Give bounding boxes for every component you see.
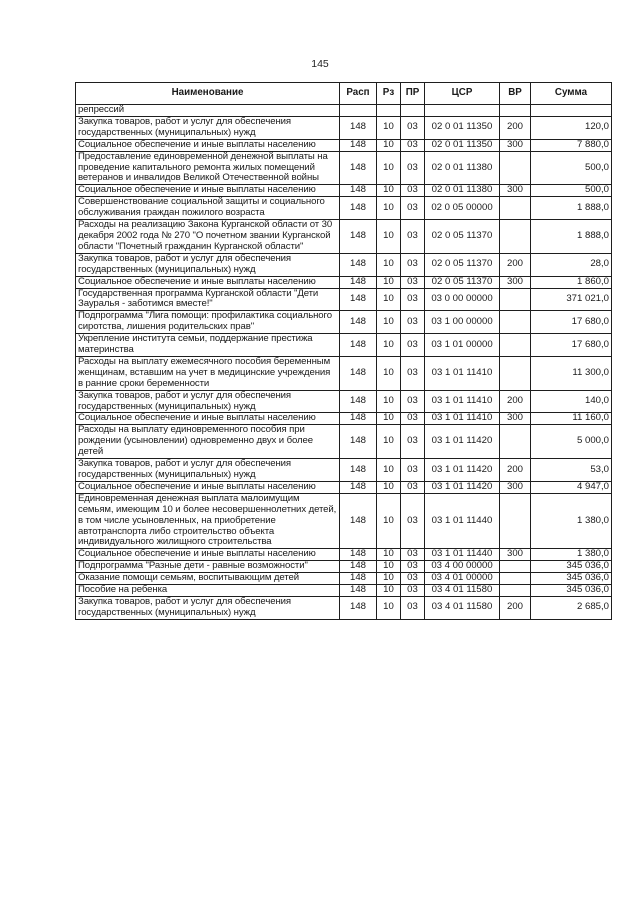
cell-vr: 300 [500, 276, 531, 288]
cell-rz: 10 [377, 561, 401, 573]
cell-vr [500, 151, 531, 185]
cell-name: Расходы на выплату единовременного пособия при рождении (усыновлении) одновременно двух и более детей [76, 425, 340, 459]
cell-rz [377, 105, 401, 117]
cell-sum: 345 036,0 [531, 573, 612, 585]
cell-pr: 03 [401, 197, 425, 220]
cell-csr: 03 1 01 11410 [425, 413, 500, 425]
cell-name: Социальное обеспечение и иные выплаты населению [76, 413, 340, 425]
cell-pr: 03 [401, 253, 425, 276]
cell-sum: 371 021,0 [531, 288, 612, 311]
cell-vr: 200 [500, 390, 531, 413]
cell-pr: 03 [401, 549, 425, 561]
cell-rasp: 148 [340, 573, 377, 585]
cell-rz: 10 [377, 459, 401, 482]
cell-rasp: 148 [340, 220, 377, 254]
cell-csr: 03 1 01 11420 [425, 481, 500, 493]
cell-pr: 03 [401, 561, 425, 573]
table-row [76, 481, 612, 493]
table-row [76, 459, 612, 482]
cell-csr: 02 0 01 11350 [425, 116, 500, 139]
cell-vr [500, 425, 531, 459]
cell-csr: 02 0 05 11370 [425, 253, 500, 276]
cell-sum: 1 860,0 [531, 276, 612, 288]
cell-name: Закупка товаров, работ и услуг для обеспечения государственных (муниципальных) нужд [76, 596, 340, 619]
cell-rz: 10 [377, 116, 401, 139]
cell-csr: 03 1 01 11420 [425, 425, 500, 459]
cell-rz: 10 [377, 390, 401, 413]
table-row [76, 390, 612, 413]
cell-rz: 10 [377, 276, 401, 288]
cell-rasp: 148 [340, 356, 377, 390]
cell-rz: 10 [377, 481, 401, 493]
cell-csr: 02 0 05 00000 [425, 197, 500, 220]
cell-pr [401, 105, 425, 117]
cell-pr: 03 [401, 481, 425, 493]
cell-vr: 200 [500, 253, 531, 276]
column-header-rasp: Расп [340, 83, 377, 105]
cell-name: репрессий [76, 105, 340, 117]
table-row [76, 585, 612, 597]
cell-sum: 1 380,0 [531, 493, 612, 549]
cell-vr [500, 220, 531, 254]
cell-rasp: 148 [340, 185, 377, 197]
cell-name: Укрепление института семьи, поддержание престижа материнства [76, 334, 340, 357]
cell-csr: 03 0 00 00000 [425, 288, 500, 311]
cell-name: Закупка товаров, работ и услуг для обеспечения государственных (муниципальных) нужд [76, 253, 340, 276]
table-row [76, 220, 612, 254]
cell-name: Расходы на реализацию Закона Курганской области от 30 декабря 2002 года № 270 "О почетном звании Курганской области "Почетный гражданин Курганской области" [76, 220, 340, 254]
cell-name: Социальное обеспечение и иные выплаты населению [76, 185, 340, 197]
cell-csr: 03 1 01 11440 [425, 549, 500, 561]
cell-rz: 10 [377, 356, 401, 390]
table-row [76, 356, 612, 390]
cell-vr: 200 [500, 116, 531, 139]
column-header-name: Наименование [76, 83, 340, 105]
cell-rz: 10 [377, 139, 401, 151]
cell-name: Подпрограмма "Лига помощи: профилактика социального сиротства, лишения родительских прав" [76, 311, 340, 334]
cell-vr: 300 [500, 185, 531, 197]
cell-sum: 1 380,0 [531, 549, 612, 561]
cell-csr: 02 0 01 11380 [425, 185, 500, 197]
table-row [76, 276, 612, 288]
cell-rasp: 148 [340, 288, 377, 311]
table-row [76, 493, 612, 549]
cell-csr: 03 4 01 11580 [425, 596, 500, 619]
cell-pr: 03 [401, 116, 425, 139]
cell-pr: 03 [401, 459, 425, 482]
cell-rz: 10 [377, 425, 401, 459]
cell-sum: 7 880,0 [531, 139, 612, 151]
cell-name: Закупка товаров, работ и услуг для обеспечения государственных (муниципальных) нужд [76, 116, 340, 139]
cell-name: Социальное обеспечение и иные выплаты населению [76, 139, 340, 151]
cell-vr: 300 [500, 139, 531, 151]
cell-pr: 03 [401, 185, 425, 197]
cell-name: Социальное обеспечение и иные выплаты населению [76, 481, 340, 493]
cell-pr: 03 [401, 311, 425, 334]
column-header-csr: ЦСР [425, 83, 500, 105]
cell-vr [500, 334, 531, 357]
cell-rasp [340, 105, 377, 117]
cell-csr: 03 4 00 00000 [425, 561, 500, 573]
cell-rz: 10 [377, 253, 401, 276]
cell-rz: 10 [377, 151, 401, 185]
table-row [76, 425, 612, 459]
cell-rz: 10 [377, 596, 401, 619]
cell-rasp: 148 [340, 334, 377, 357]
cell-rasp: 148 [340, 425, 377, 459]
table-row [76, 185, 612, 197]
cell-rasp: 148 [340, 311, 377, 334]
cell-pr: 03 [401, 276, 425, 288]
table-row [76, 596, 612, 619]
cell-rz: 10 [377, 493, 401, 549]
cell-rasp: 148 [340, 197, 377, 220]
table-header-row [76, 83, 612, 105]
cell-rz: 10 [377, 573, 401, 585]
cell-rz: 10 [377, 185, 401, 197]
table-row [76, 151, 612, 185]
cell-vr [500, 561, 531, 573]
cell-name: Социальное обеспечение и иные выплаты населению [76, 549, 340, 561]
table-row [76, 413, 612, 425]
cell-rz: 10 [377, 197, 401, 220]
cell-sum: 500,0 [531, 185, 612, 197]
column-header-vr: ВР [500, 83, 531, 105]
cell-sum: 2 685,0 [531, 596, 612, 619]
table-row [76, 139, 612, 151]
cell-vr: 200 [500, 596, 531, 619]
cell-sum: 1 888,0 [531, 220, 612, 254]
cell-rz: 10 [377, 549, 401, 561]
cell-vr: 200 [500, 459, 531, 482]
cell-pr: 03 [401, 425, 425, 459]
cell-rasp: 148 [340, 561, 377, 573]
cell-sum: 345 036,0 [531, 561, 612, 573]
cell-sum: 17 680,0 [531, 334, 612, 357]
cell-pr: 03 [401, 596, 425, 619]
cell-rasp: 148 [340, 139, 377, 151]
cell-pr: 03 [401, 413, 425, 425]
cell-name: Совершенствование социальной защиты и социального обслуживания граждан пожилого возраста [76, 197, 340, 220]
cell-name: Государственная программа Курганской области "Дети Зауралья - заботимся вместе!" [76, 288, 340, 311]
cell-pr: 03 [401, 390, 425, 413]
cell-vr [500, 356, 531, 390]
cell-rz: 10 [377, 311, 401, 334]
cell-sum: 28,0 [531, 253, 612, 276]
cell-vr: 300 [500, 481, 531, 493]
cell-csr: 03 1 00 00000 [425, 311, 500, 334]
cell-pr: 03 [401, 585, 425, 597]
cell-csr: 03 4 01 00000 [425, 573, 500, 585]
cell-rasp: 148 [340, 596, 377, 619]
column-header-pr: ПР [401, 83, 425, 105]
column-header-rz: Рз [377, 83, 401, 105]
cell-name: Оказание помощи семьям, воспитывающим детей [76, 573, 340, 585]
cell-vr [500, 573, 531, 585]
cell-rasp: 148 [340, 390, 377, 413]
cell-csr: 03 1 01 11420 [425, 459, 500, 482]
cell-name: Социальное обеспечение и иные выплаты населению [76, 276, 340, 288]
cell-name: Закупка товаров, работ и услуг для обеспечения государственных (муниципальных) нужд [76, 459, 340, 482]
cell-sum: 11 300,0 [531, 356, 612, 390]
cell-rasp: 148 [340, 585, 377, 597]
cell-vr [500, 288, 531, 311]
table-row [76, 105, 612, 117]
cell-rasp: 148 [340, 549, 377, 561]
cell-csr: 03 1 01 11410 [425, 390, 500, 413]
table-body [76, 105, 612, 620]
cell-rz: 10 [377, 585, 401, 597]
cell-csr [425, 105, 500, 117]
cell-csr: 02 0 01 11350 [425, 139, 500, 151]
cell-csr: 02 0 05 11370 [425, 220, 500, 254]
page-number: 145 [311, 58, 329, 70]
cell-name: Единовременная денежная выплата малоимущим семьям, имеющим 10 и более несовершеннолетних детей, в том числе усыновленных, на приобретение автотранспорта либо строительство объекта индивидуального жилищного строительства [76, 493, 340, 549]
cell-rz: 10 [377, 288, 401, 311]
table-row [76, 311, 612, 334]
budget-table [75, 82, 612, 620]
cell-rasp: 148 [340, 276, 377, 288]
cell-pr: 03 [401, 356, 425, 390]
table-row [76, 561, 612, 573]
table-row [76, 549, 612, 561]
cell-rasp: 148 [340, 493, 377, 549]
column-header-sum: Сумма [531, 83, 612, 105]
table-row [76, 253, 612, 276]
cell-csr: 03 1 01 00000 [425, 334, 500, 357]
cell-rasp: 148 [340, 481, 377, 493]
cell-csr: 03 1 01 11410 [425, 356, 500, 390]
cell-rasp: 148 [340, 413, 377, 425]
cell-pr: 03 [401, 288, 425, 311]
cell-sum: 4 947,0 [531, 481, 612, 493]
table-row [76, 573, 612, 585]
cell-pr: 03 [401, 493, 425, 549]
table-row [76, 334, 612, 357]
cell-rasp: 148 [340, 253, 377, 276]
cell-vr [500, 105, 531, 117]
cell-vr [500, 493, 531, 549]
cell-vr [500, 585, 531, 597]
cell-pr: 03 [401, 139, 425, 151]
table-row [76, 288, 612, 311]
cell-sum: 11 160,0 [531, 413, 612, 425]
cell-csr: 02 0 01 11380 [425, 151, 500, 185]
cell-vr [500, 311, 531, 334]
cell-csr: 03 4 01 11580 [425, 585, 500, 597]
cell-rasp: 148 [340, 459, 377, 482]
cell-rasp: 148 [340, 116, 377, 139]
cell-name: Пособие на ребенка [76, 585, 340, 597]
cell-sum: 120,0 [531, 116, 612, 139]
cell-vr [500, 197, 531, 220]
cell-sum: 1 888,0 [531, 197, 612, 220]
cell-name: Расходы на выплату ежемесячного пособия беременным женщинам, вставшим на учет в медицинские учреждения в ранние сроки беременности [76, 356, 340, 390]
cell-sum: 53,0 [531, 459, 612, 482]
cell-rz: 10 [377, 334, 401, 357]
cell-sum [531, 105, 612, 117]
cell-pr: 03 [401, 220, 425, 254]
cell-rasp: 148 [340, 151, 377, 185]
cell-csr: 03 1 01 11440 [425, 493, 500, 549]
table-row [76, 116, 612, 139]
cell-sum: 500,0 [531, 151, 612, 185]
cell-name: Предоставление единовременной денежной выплаты на проведение капитального ремонта жилых помещений ветеранов и инвалидов Великой Отечественной войны [76, 151, 340, 185]
cell-vr: 300 [500, 549, 531, 561]
cell-pr: 03 [401, 151, 425, 185]
table-row [76, 197, 612, 220]
cell-sum: 17 680,0 [531, 311, 612, 334]
cell-name: Закупка товаров, работ и услуг для обеспечения государственных (муниципальных) нужд [76, 390, 340, 413]
cell-sum: 140,0 [531, 390, 612, 413]
cell-rz: 10 [377, 220, 401, 254]
cell-vr: 300 [500, 413, 531, 425]
cell-pr: 03 [401, 573, 425, 585]
cell-pr: 03 [401, 334, 425, 357]
cell-sum: 5 000,0 [531, 425, 612, 459]
cell-rz: 10 [377, 413, 401, 425]
cell-name: Подпрограмма "Разные дети - равные возможности" [76, 561, 340, 573]
cell-csr: 02 0 05 11370 [425, 276, 500, 288]
cell-sum: 345 036,0 [531, 585, 612, 597]
